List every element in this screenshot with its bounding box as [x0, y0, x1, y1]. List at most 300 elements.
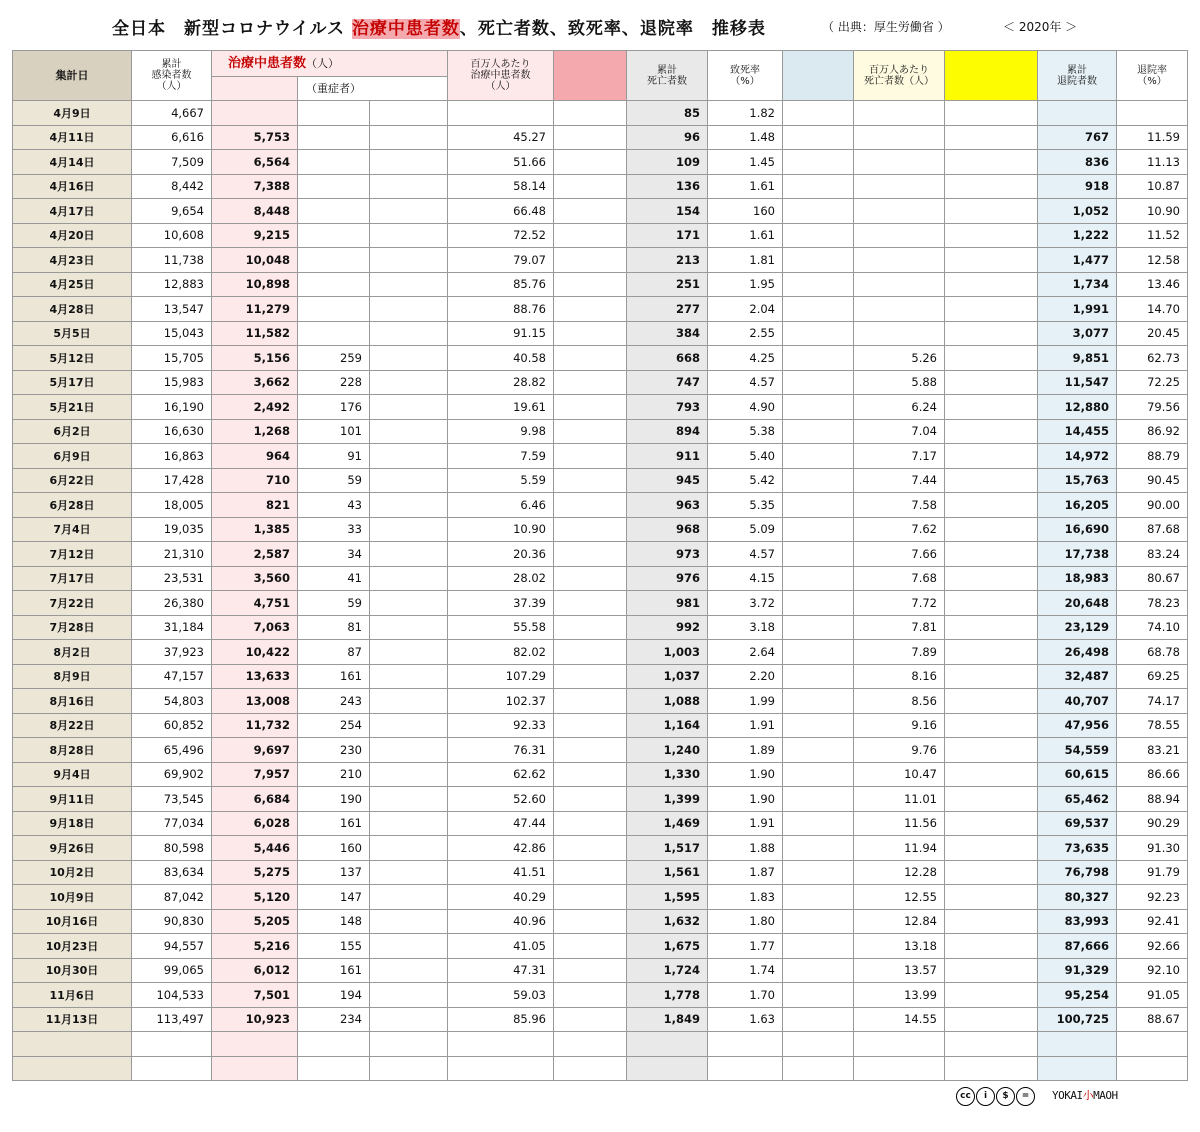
active-per-million-cell: 6.46 [448, 493, 554, 518]
cumulative-infected-cell: 87,042 [132, 885, 212, 910]
active-per-million-cell: 55.58 [448, 615, 554, 640]
deaths-per-million-cell: 10.47 [854, 762, 945, 787]
active-cell: 10,898 [212, 272, 298, 297]
active-per-million-cell: 92.33 [448, 713, 554, 738]
blank-cell [554, 836, 627, 861]
blank-cell [783, 444, 854, 469]
deaths-cell: 911 [627, 444, 708, 469]
severe-cell: 160 [298, 836, 370, 861]
blank-cell [370, 321, 448, 346]
discharged-cell: 80,327 [1038, 885, 1117, 910]
deaths-cell: 747 [627, 370, 708, 395]
active-cell: 6,564 [212, 150, 298, 175]
date-cell: 8月16日 [13, 689, 132, 714]
severe-cell [298, 321, 370, 346]
blank-cell [554, 811, 627, 836]
blank-cell [945, 958, 1038, 983]
header-blue-blank [783, 51, 854, 101]
blank-cell [554, 199, 627, 224]
fatality-rate-cell: 1.82 [708, 101, 783, 126]
table-row [13, 493, 1188, 518]
active-cell: 2,587 [212, 542, 298, 567]
discharge-rate-cell: 11.13 [1117, 150, 1188, 175]
table-row [13, 150, 1188, 175]
blank-cell [370, 223, 448, 248]
deaths-per-million-cell: 7.62 [854, 517, 945, 542]
blank-cell [554, 419, 627, 444]
blank-cell [945, 811, 1038, 836]
deaths-per-million-cell [854, 199, 945, 224]
fatality-rate-cell: 4.90 [708, 395, 783, 420]
table-row [13, 297, 1188, 322]
discharged-cell: 87,666 [1038, 934, 1117, 959]
fatality-rate-cell: 1.61 [708, 174, 783, 199]
title-bar [0, 8, 1200, 42]
fatality-rate-cell: 5.42 [708, 468, 783, 493]
covid-table [12, 50, 1188, 1081]
active-cell: 5,275 [212, 860, 298, 885]
deaths-cell: 1,469 [627, 811, 708, 836]
fatality-rate-cell: 1.63 [708, 1007, 783, 1032]
active-per-million-cell: 107.29 [448, 664, 554, 689]
discharged-cell: 1,477 [1038, 248, 1117, 273]
severe-cell: 87 [298, 640, 370, 665]
blank-cell [370, 909, 448, 934]
fatality-rate-cell: 5.09 [708, 517, 783, 542]
deaths-cell: 1,330 [627, 762, 708, 787]
cumulative-infected-cell: 9,654 [132, 199, 212, 224]
page-title [112, 14, 766, 39]
deaths-cell: 1,595 [627, 885, 708, 910]
active-per-million-cell: 10.90 [448, 517, 554, 542]
discharge-rate-cell: 92.10 [1117, 958, 1188, 983]
severe-cell: 210 [298, 762, 370, 787]
discharged-cell: 65,462 [1038, 787, 1117, 812]
header-deaths-per-million: 百万人あたり 死亡者数（人） [854, 51, 945, 101]
date-cell: 6月22日 [13, 468, 132, 493]
severe-cell: 81 [298, 615, 370, 640]
blank-cell [783, 542, 854, 567]
blank-cell [783, 615, 854, 640]
date-cell: 5月12日 [13, 346, 132, 371]
blank-cell [370, 1056, 448, 1081]
cumulative-infected-cell: 15,705 [132, 346, 212, 371]
table-row [13, 346, 1188, 371]
discharged-cell: 18,983 [1038, 566, 1117, 591]
title-red: 治療中患者数 [351, 19, 460, 39]
cumulative-infected-cell [132, 1032, 212, 1057]
blank-cell [370, 542, 448, 567]
active-cell: 821 [212, 493, 298, 518]
deaths-per-million-cell: 14.55 [854, 1007, 945, 1032]
deaths-per-million-cell: 11.01 [854, 787, 945, 812]
table-row [13, 101, 1188, 126]
discharged-cell [1038, 1032, 1117, 1057]
date-cell: 8月28日 [13, 738, 132, 763]
severe-cell: 161 [298, 811, 370, 836]
blank-cell [783, 321, 854, 346]
table-row [13, 1056, 1188, 1081]
deaths-per-million-cell: 7.72 [854, 591, 945, 616]
date-cell: 7月22日 [13, 591, 132, 616]
blank-cell [554, 958, 627, 983]
active-per-million-cell: 41.05 [448, 934, 554, 959]
discharged-cell: 32,487 [1038, 664, 1117, 689]
blank-cell [370, 248, 448, 273]
date-cell: 4月11日 [13, 125, 132, 150]
date-cell: 10月30日 [13, 958, 132, 983]
deaths-per-million-cell: 7.04 [854, 419, 945, 444]
blank-cell [370, 566, 448, 591]
cumulative-infected-cell: 13,547 [132, 297, 212, 322]
discharged-cell: 1,991 [1038, 297, 1117, 322]
table-row [13, 542, 1188, 567]
active-cell: 7,957 [212, 762, 298, 787]
severe-cell [298, 248, 370, 273]
fatality-rate-cell: 4.25 [708, 346, 783, 371]
table-header [13, 51, 1188, 101]
deaths-cell: 251 [627, 272, 708, 297]
severe-cell: 59 [298, 591, 370, 616]
discharged-cell: 23,129 [1038, 615, 1117, 640]
discharge-rate-cell: 78.55 [1117, 713, 1188, 738]
cumulative-infected-cell: 65,496 [132, 738, 212, 763]
blank-cell [370, 395, 448, 420]
blank-cell [370, 101, 448, 126]
deaths-per-million-cell: 6.24 [854, 395, 945, 420]
header-cumulative-discharged: 累計 退院者数 [1038, 51, 1117, 101]
blank-cell [945, 517, 1038, 542]
blank-cell [554, 640, 627, 665]
blank-cell [370, 444, 448, 469]
active-per-million-cell: 9.98 [448, 419, 554, 444]
deaths-cell: 981 [627, 591, 708, 616]
cumulative-infected-cell: 12,883 [132, 272, 212, 297]
cumulative-infected-cell: 104,533 [132, 983, 212, 1008]
table-row [13, 615, 1188, 640]
active-per-million-cell: 45.27 [448, 125, 554, 150]
discharge-rate-cell: 74.10 [1117, 615, 1188, 640]
blank-cell [554, 591, 627, 616]
blank-cell [783, 150, 854, 175]
deaths-per-million-cell: 7.17 [854, 444, 945, 469]
blank-cell [945, 591, 1038, 616]
discharged-cell: 12,880 [1038, 395, 1117, 420]
discharged-cell: 20,648 [1038, 591, 1117, 616]
discharge-rate-cell: 74.17 [1117, 689, 1188, 714]
fatality-rate-cell: 1.83 [708, 885, 783, 910]
discharged-cell [1038, 101, 1117, 126]
cumulative-infected-cell: 19,035 [132, 517, 212, 542]
blank-cell [370, 297, 448, 322]
deaths-cell: 1,399 [627, 787, 708, 812]
date-cell: 11月6日 [13, 983, 132, 1008]
discharge-rate-cell: 10.90 [1117, 199, 1188, 224]
table-row [13, 468, 1188, 493]
blank-cell [370, 713, 448, 738]
severe-cell: 176 [298, 395, 370, 420]
cumulative-infected-cell: 37,923 [132, 640, 212, 665]
deaths-cell: 1,849 [627, 1007, 708, 1032]
blank-cell [783, 934, 854, 959]
blank-cell [945, 321, 1038, 346]
discharged-cell: 40,707 [1038, 689, 1117, 714]
blank-cell [554, 934, 627, 959]
date-cell: 9月11日 [13, 787, 132, 812]
active-per-million-cell: 47.44 [448, 811, 554, 836]
blank-cell [554, 762, 627, 787]
blank-cell [945, 615, 1038, 640]
blank-cell [945, 787, 1038, 812]
blank-cell [783, 762, 854, 787]
blank-cell [783, 419, 854, 444]
active-cell: 3,560 [212, 566, 298, 591]
date-cell: 4月23日 [13, 248, 132, 273]
discharge-rate-cell: 11.59 [1117, 125, 1188, 150]
date-cell: 7月12日 [13, 542, 132, 567]
active-per-million-cell: 72.52 [448, 223, 554, 248]
active-cell: 5,216 [212, 934, 298, 959]
discharge-rate-cell: 91.05 [1117, 983, 1188, 1008]
deaths-per-million-cell: 7.44 [854, 468, 945, 493]
severe-cell: 101 [298, 419, 370, 444]
severe-cell: 147 [298, 885, 370, 910]
blank-cell [370, 125, 448, 150]
blank-cell [945, 150, 1038, 175]
deaths-per-million-cell [854, 248, 945, 273]
active-cell: 11,279 [212, 297, 298, 322]
header-active [212, 51, 448, 77]
date-cell: 6月28日 [13, 493, 132, 518]
discharged-cell [1038, 1056, 1117, 1081]
blank-cell [370, 836, 448, 861]
date-cell: 9月26日 [13, 836, 132, 861]
cumulative-infected-cell: 23,531 [132, 566, 212, 591]
table-row [13, 934, 1188, 959]
deaths-cell: 171 [627, 223, 708, 248]
fatality-rate-cell: 1.45 [708, 150, 783, 175]
deaths-cell: 96 [627, 125, 708, 150]
table-row [13, 395, 1188, 420]
table-row [13, 983, 1188, 1008]
discharged-cell: 15,763 [1038, 468, 1117, 493]
discharged-cell: 767 [1038, 125, 1117, 150]
severe-cell [298, 125, 370, 150]
deaths-per-million-cell: 13.18 [854, 934, 945, 959]
table-row [13, 689, 1188, 714]
fatality-rate-cell: 1.70 [708, 983, 783, 1008]
active-per-million-cell: 58.14 [448, 174, 554, 199]
table-row [13, 566, 1188, 591]
cumulative-infected-cell: 99,065 [132, 958, 212, 983]
blank-cell [370, 958, 448, 983]
active-cell: 5,156 [212, 346, 298, 371]
date-cell: 11月13日 [13, 1007, 132, 1032]
discharged-cell: 91,329 [1038, 958, 1117, 983]
blank-cell [945, 885, 1038, 910]
table-row [13, 174, 1188, 199]
header-active-title: 治療中患者数 [228, 56, 307, 71]
table-row [13, 664, 1188, 689]
fatality-rate-cell: 2.55 [708, 321, 783, 346]
deaths-per-million-cell: 7.81 [854, 615, 945, 640]
deaths-per-million-cell [854, 150, 945, 175]
blank-cell [554, 346, 627, 371]
deaths-cell: 1,675 [627, 934, 708, 959]
blank-cell [554, 174, 627, 199]
discharge-rate-cell: 88.67 [1117, 1007, 1188, 1032]
blank-cell [370, 615, 448, 640]
date-cell: 7月4日 [13, 517, 132, 542]
active-per-million-cell: 19.61 [448, 395, 554, 420]
blank-cell [554, 1056, 627, 1081]
blank-cell [945, 468, 1038, 493]
brand-logo: YOKAI小MAOH [1052, 1089, 1118, 1102]
blank-cell [783, 591, 854, 616]
cc-icon: cc [956, 1087, 975, 1106]
active-cell: 5,120 [212, 885, 298, 910]
discharged-cell: 73,635 [1038, 836, 1117, 861]
table-row [13, 1007, 1188, 1032]
blank-cell [370, 738, 448, 763]
date-cell: 9月4日 [13, 762, 132, 787]
discharged-cell: 26,498 [1038, 640, 1117, 665]
deaths-per-million-cell: 13.99 [854, 983, 945, 1008]
active-per-million-cell: 47.31 [448, 958, 554, 983]
fatality-rate-cell: 5.35 [708, 493, 783, 518]
blank-cell [945, 444, 1038, 469]
active-cell: 5,205 [212, 909, 298, 934]
table-row [13, 738, 1188, 763]
date-cell: 4月25日 [13, 272, 132, 297]
blank-cell [554, 713, 627, 738]
fatality-rate-cell: 2.04 [708, 297, 783, 322]
cumulative-infected-cell: 77,034 [132, 811, 212, 836]
date-cell: 8月9日 [13, 664, 132, 689]
table-row [13, 591, 1188, 616]
date-cell: 8月2日 [13, 640, 132, 665]
blank-cell [945, 1032, 1038, 1057]
blank-cell [370, 1032, 448, 1057]
blank-cell [370, 640, 448, 665]
discharged-cell: 1,052 [1038, 199, 1117, 224]
active-cell: 5,753 [212, 125, 298, 150]
table-row [13, 370, 1188, 395]
cumulative-infected-cell: 113,497 [132, 1007, 212, 1032]
year-label: ＜ 2020年 ＞ [1003, 20, 1078, 34]
active-cell: 8,448 [212, 199, 298, 224]
table-row [13, 860, 1188, 885]
table-row [13, 909, 1188, 934]
active-cell: 10,923 [212, 1007, 298, 1032]
fatality-rate-cell: 1.99 [708, 689, 783, 714]
header-active-per-million: 百万人あたり 治療中患者数 （人） [448, 51, 554, 101]
discharge-rate-cell: 11.52 [1117, 223, 1188, 248]
discharge-rate-cell: 91.79 [1117, 860, 1188, 885]
title-suffix: 、死亡者数、致死率、退院率 推移表 [459, 19, 766, 39]
table-row [13, 419, 1188, 444]
severe-cell: 155 [298, 934, 370, 959]
active-per-million-cell: 62.62 [448, 762, 554, 787]
blank-cell [554, 321, 627, 346]
blank-cell [554, 885, 627, 910]
title-prefix: 全日本 新型コロナウイルス [112, 19, 352, 39]
discharge-rate-cell: 10.87 [1117, 174, 1188, 199]
blank-cell [783, 370, 854, 395]
blank-cell [783, 811, 854, 836]
deaths-cell: 976 [627, 566, 708, 591]
active-cell: 4,751 [212, 591, 298, 616]
blank-cell [945, 248, 1038, 273]
blank-cell [945, 909, 1038, 934]
fatality-rate-cell: 1.95 [708, 272, 783, 297]
active-per-million-cell: 79.07 [448, 248, 554, 273]
active-per-million-cell: 40.58 [448, 346, 554, 371]
blank-cell [783, 297, 854, 322]
fatality-rate-cell [708, 1056, 783, 1081]
blank-cell [783, 689, 854, 714]
blank-cell [554, 1007, 627, 1032]
header-yellow-blank [945, 51, 1038, 101]
deaths-cell: 1,778 [627, 983, 708, 1008]
fatality-rate-cell: 4.57 [708, 370, 783, 395]
fatality-rate-cell: 1.81 [708, 248, 783, 273]
discharged-cell: 918 [1038, 174, 1117, 199]
cumulative-infected-cell: 8,442 [132, 174, 212, 199]
discharge-rate-cell: 92.66 [1117, 934, 1188, 959]
discharged-cell: 16,690 [1038, 517, 1117, 542]
table-row [13, 885, 1188, 910]
severe-cell [298, 1032, 370, 1057]
deaths-cell: 1,724 [627, 958, 708, 983]
date-cell: 10月9日 [13, 885, 132, 910]
table-row [13, 762, 1188, 787]
blank-cell [554, 444, 627, 469]
blank-cell [554, 738, 627, 763]
fatality-rate-cell: 1.90 [708, 787, 783, 812]
severe-cell: 41 [298, 566, 370, 591]
cumulative-infected-cell: 60,852 [132, 713, 212, 738]
active-cell [212, 101, 298, 126]
active-per-million-cell [448, 101, 554, 126]
active-per-million-cell: 41.51 [448, 860, 554, 885]
date-cell: 4月16日 [13, 174, 132, 199]
discharged-cell: 1,734 [1038, 272, 1117, 297]
severe-cell [298, 297, 370, 322]
discharge-rate-cell: 87.68 [1117, 517, 1188, 542]
cumulative-infected-cell: 6,616 [132, 125, 212, 150]
deaths-per-million-cell [854, 174, 945, 199]
blank-cell [370, 689, 448, 714]
severe-cell: 234 [298, 1007, 370, 1032]
deaths-per-million-cell: 12.55 [854, 885, 945, 910]
date-cell: 5月17日 [13, 370, 132, 395]
blank-cell [783, 248, 854, 273]
deaths-per-million-cell: 12.28 [854, 860, 945, 885]
cumulative-infected-cell: 10,608 [132, 223, 212, 248]
fatality-rate-cell: 4.57 [708, 542, 783, 567]
severe-cell: 194 [298, 983, 370, 1008]
blank-cell [945, 566, 1038, 591]
fatality-rate-cell: 1.91 [708, 713, 783, 738]
discharge-rate-cell: 92.23 [1117, 885, 1188, 910]
active-cell: 2,492 [212, 395, 298, 420]
deaths-per-million-cell: 5.26 [854, 346, 945, 371]
severe-cell: 254 [298, 713, 370, 738]
blank-cell [783, 125, 854, 150]
blank-cell [370, 199, 448, 224]
discharged-cell: 95,254 [1038, 983, 1117, 1008]
